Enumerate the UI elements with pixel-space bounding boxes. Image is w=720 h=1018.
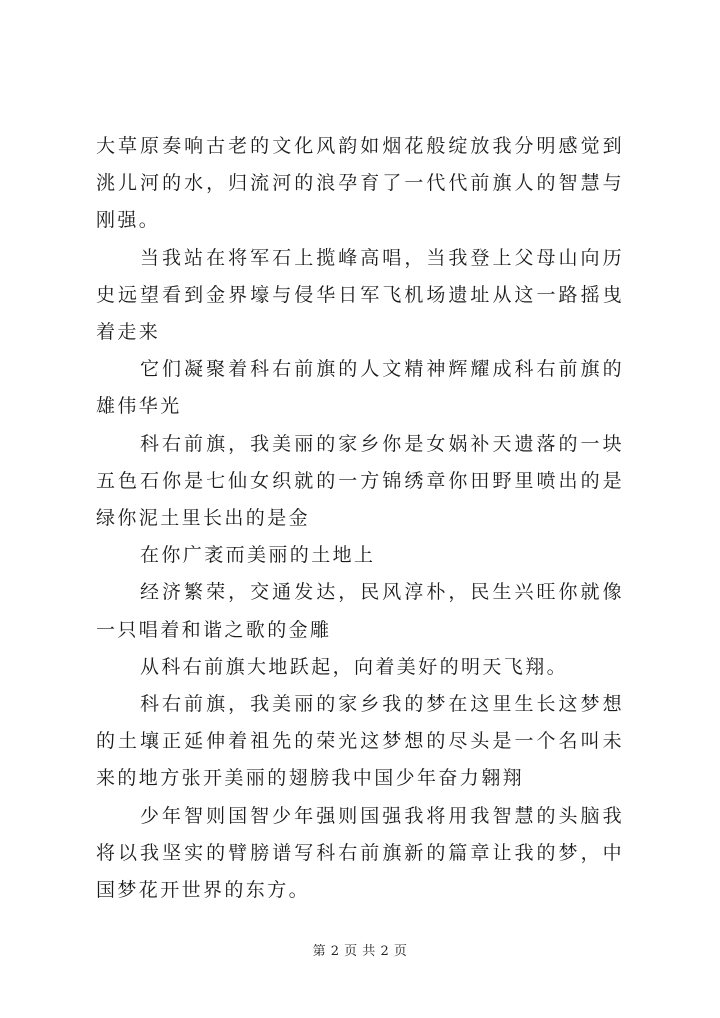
paragraph-8: 科右前旗，我美丽的家乡我的梦在这里生长这梦想的土壤正延伸着祖先的荣光这梦想的尽头是一个名叫未来的地方张开美丽的翅膀我中国少年奋力翱翔	[96, 693, 624, 790]
paragraph-2: 当我站在将军石上揽峰高唱，当我登上父母山向历史远望看到金界壕与侵华日军飞机场遗址从这一路摇曳着走来	[96, 246, 624, 344]
paragraph-7: 从科右前旗大地跃起，向着美好的明天飞翔。	[140, 655, 569, 678]
body-text	[96, 128, 624, 909]
paragraph-6: 经济繁荣，交通发达，民风淳朴，民生兴旺你就像一只唱着和谐之歌的金雕	[96, 581, 624, 641]
paragraph-3: 它们凝聚着科右前旗的人文精神辉耀成科右前旗的雄伟华光	[96, 358, 624, 418]
paragraph-9: 少年智则国智少年强则国强我将用我智慧的头脑我将以我坚实的臂膀谱写科右前旗新的篇章让我的梦，中国梦花开世界的东方。	[96, 804, 624, 902]
paragraph-5: 在你广袤而美丽的土地上	[140, 544, 376, 567]
paragraph-1: 大草原奏响古老的文化风韵如烟花般绽放我分明感觉到洮儿河的水，归流河的浪孕育了一代代前旗人的智慧与刚强。	[96, 135, 624, 232]
page-number-footer: 第 2 页 共 2 页	[312, 944, 408, 959]
paragraph-4: 科右前旗，我美丽的家乡你是女娲补天遗落的一块五色石你是七仙女织就的一方锦绣章你田野里喷出的是绿你泥土里长出的是金	[96, 432, 624, 530]
